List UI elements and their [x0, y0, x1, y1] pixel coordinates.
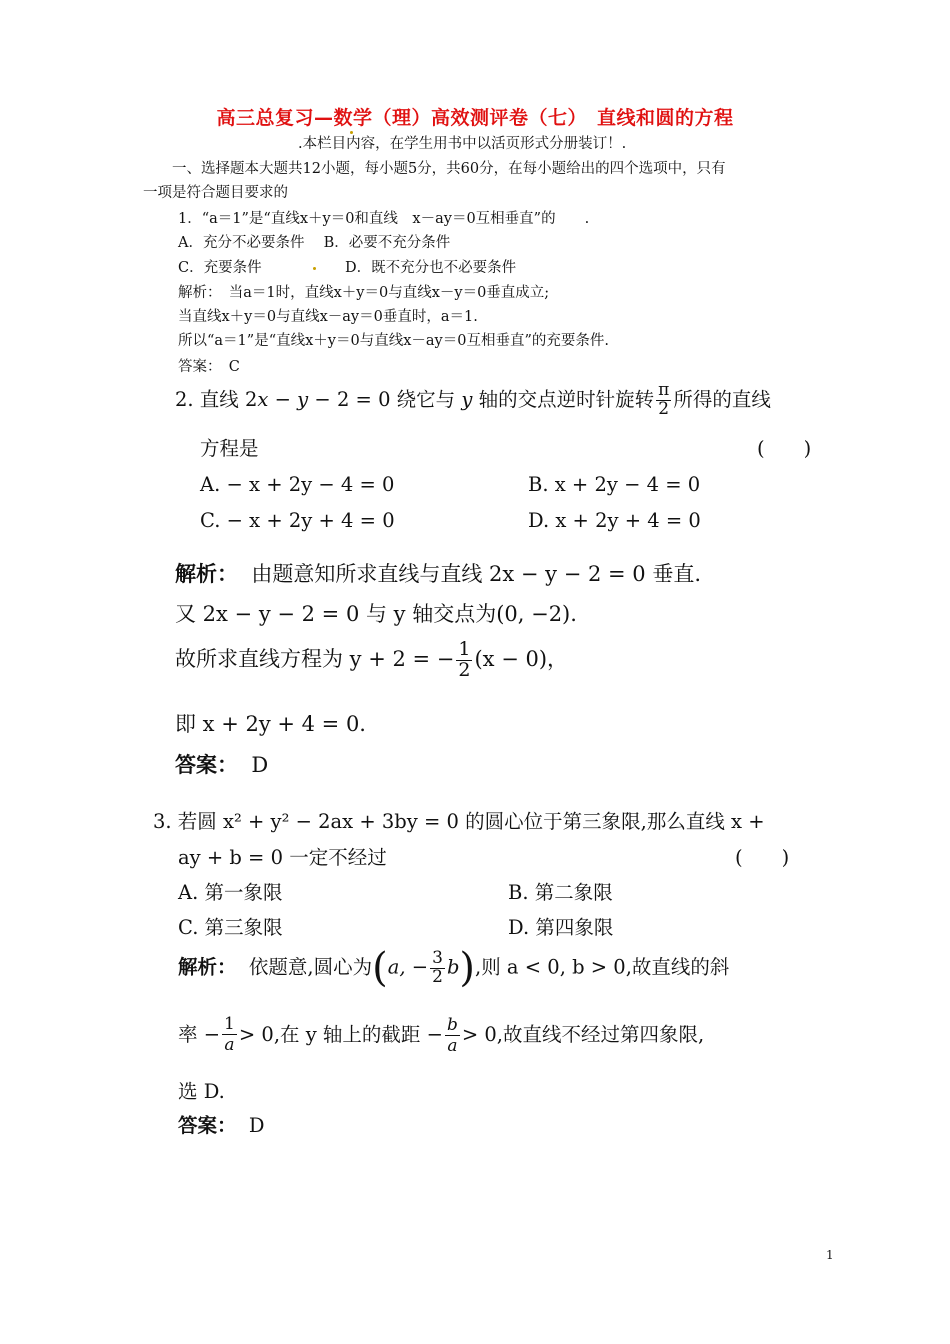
subtitle-note: .本栏目内容，在学生用书中以活页形式分册装订！.	[298, 136, 627, 152]
q1-solution-line1: 解析： 当a＝1时，直线x＋y＝0与直线x－y＝0垂直成立;	[178, 285, 550, 301]
q2-answer-paren: ( )	[757, 437, 812, 460]
q3-solution-line2: 率 − $\frac{1}{a} > 0$,在 y 轴上的截距 − $\frac{b}{a} > 0$,故直线不经过第四象限,	[178, 1014, 705, 1056]
q3-option-d: D. 第四象限	[508, 916, 614, 939]
q2-option-b: B. x + 2y − 4 = 0	[528, 473, 701, 496]
q2-solution-line4: 即 x + 2y + 4 = 0.	[175, 712, 366, 736]
q1-stem: 1．“a＝1”是“直线x＋y＝0和直线 x－ay＝0互相垂直”的 .	[178, 211, 590, 227]
q2-slope-fraction: $\frac{1}{2}$	[458, 638, 471, 681]
q2-solution-line2: 又 2x − y − 2 = 0 与 y 轴交点为(0, −2).	[175, 602, 577, 626]
q3-answer-paren: ( )	[735, 846, 790, 869]
q3-center-fraction: $\frac{3}{2}$	[432, 947, 443, 987]
q3-option-b: B. 第二象限	[508, 881, 613, 904]
q2-solution-line3: 故所求直线方程为 y + 2 = − $\frac{1}{2}$ (x − 0)，	[175, 638, 569, 681]
q1-options-ab: A．充分不必要条件 B．必要不充分条件	[178, 235, 451, 251]
q2-option-a: A. − x + 2y − 4 = 0	[200, 473, 395, 496]
q3-stem-line1: 3. 若圆 x² + y² − 2ax + 3by = 0 的圆心位于第三象限,那么直线 x +	[153, 810, 765, 833]
q3-option-a: A. 第一象限	[178, 881, 283, 904]
q3-option-c: C. 第三象限	[178, 916, 283, 939]
page-number: 1	[826, 1248, 834, 1262]
q2-stem: 2. 直线 2x − y − 2 = 0 绕它与 y 轴的交点逆时针旋转 $\frac{\pi}{2}$ 所得的直线	[175, 380, 771, 419]
q2-rotation-fraction: $\frac{\pi}{2}$	[658, 380, 670, 419]
decorative-dot	[350, 131, 353, 134]
q3-solution-label: 解析：	[178, 955, 237, 979]
section-intro-line2: 一项是符合题目要求的	[143, 185, 288, 201]
decorative-dot	[313, 267, 316, 270]
page-title: 高三总复习—数学（理）高效测评卷（七） 直线和圆的方程	[216, 107, 734, 129]
q3-answer: 答案： D	[178, 1114, 265, 1137]
q2-answer: 答案： D	[175, 753, 269, 777]
section-intro-line1: 一、选择题本大题共12小题，每小题5分，共60分，在每小题给出的四个选项中，只有	[172, 161, 726, 177]
q1-option-d: D．既不充分也不必要条件	[345, 260, 517, 276]
q3-answer-label: 答案：	[178, 1114, 237, 1137]
q2-option-c: C. − x + 2y + 4 = 0	[200, 509, 395, 532]
q2-stem-line2: 方程是	[200, 437, 259, 460]
q3-slope-fraction: $\frac{1}{a}$	[224, 1014, 235, 1055]
q1-solution-line2: 当直线x＋y＝0与直线x－ay＝0垂直时，a＝1.	[178, 309, 478, 325]
q3-stem-line2: ay + b = 0 一定不经过	[178, 846, 387, 869]
q2-solution-line1: 解析： 由题意知所求直线与直线 2x − y − 2 = 0 垂直.	[175, 562, 702, 586]
q3-solution-line1: 解析： 依题意,圆心为(a, − $\frac{3}{2}$ b),则 a < 0, b > 0,故直线的斜	[178, 945, 730, 991]
q2-solution-label: 解析：	[175, 562, 238, 586]
q3-intercept-fraction: $\frac{b}{a}$	[446, 1015, 458, 1056]
q3-solution-line3: 选 D.	[178, 1080, 225, 1103]
q1-solution-line3: 所以“a＝1”是“直线x＋y＝0与直线x－ay＝0互相垂直”的充要条件.	[178, 333, 609, 349]
q2-answer-label: 答案：	[175, 753, 238, 777]
q1-option-c: C．充要条件	[178, 260, 262, 276]
q1-answer: 答案： C	[178, 359, 240, 375]
q2-option-d: D. x + 2y + 4 = 0	[528, 509, 701, 532]
